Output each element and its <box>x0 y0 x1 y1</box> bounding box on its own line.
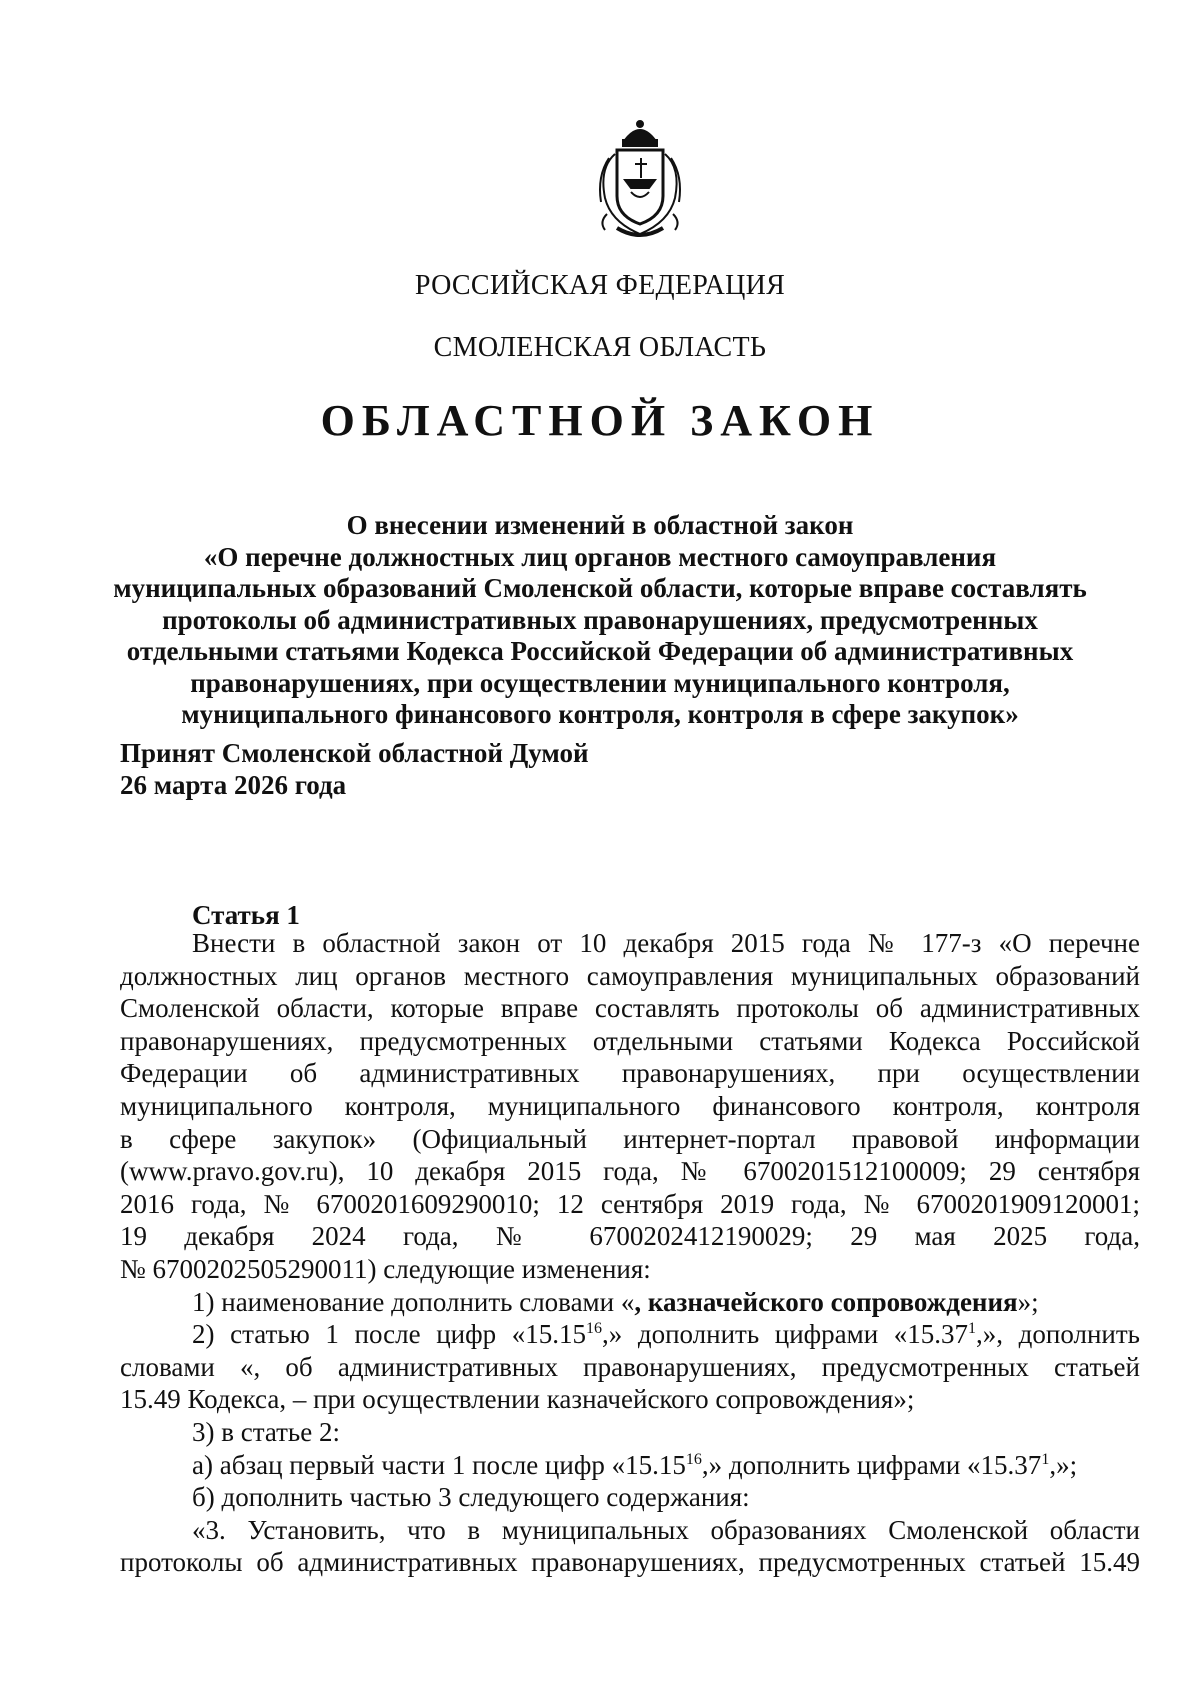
title-line: муниципального финансового контроля, контроля в сфере закупок» <box>181 699 1019 729</box>
body-line: Внести в областной закон от 10 декабря 2015 года № 177-з «О перечне <box>192 928 1140 958</box>
amendment-item-2: 2) статью 1 после цифр «15.15$^{16}$,» дополнить цифрами «15.37$^1$,», дополнить <box>192 1319 1140 1350</box>
body-line: Федерации об административных правонарушениях, при осуществлении <box>120 1058 1140 1089</box>
law-title <box>110 510 1090 731</box>
region-heading: СМОЛЕНСКАЯ ОБЛАСТЬ <box>433 332 767 363</box>
adoption-date: 26 марта 2026 года <box>120 770 347 800</box>
body-line: в сфере закупок» (Официальный интернет-портал правовой информации <box>120 1123 1140 1154</box>
quoted-text-line: «3. Установить, что в муниципальных образованиях Смоленской области <box>192 1514 1140 1545</box>
title-line: муниципальных образований Смоленской области, которые вправе составлять <box>113 573 1087 603</box>
federation-heading: РОССИЙСКАЯ ФЕДЕРАЦИЯ <box>414 270 786 301</box>
article-heading: Статья 1 <box>192 900 300 930</box>
body-line: муниципального контроля, муниципального финансового контроля, контроля <box>120 1090 1140 1121</box>
document-type-heading: ОБЛАСТНОЙ ЗАКОН <box>320 396 880 445</box>
title-line: отдельными статьями Кодекса Российской Федерации об административных <box>126 636 1074 666</box>
body-line: (www.pravo.gov.ru), 10 декабря 2015 года, № 6700201512100009; 29 сентября <box>120 1156 1140 1187</box>
title-line: «О перечне должностных лиц органов местного самоуправления <box>203 541 997 572</box>
quoted-text-line: протоколы об административных правонарушениях, предусмотренных статьей 15.49 <box>120 1547 1140 1578</box>
title-line: правонарушениях, при осуществлении муниципального контроля, <box>190 667 1010 698</box>
adoption-note: Принят Смоленской областной Думой <box>120 738 589 768</box>
amendment-item-3a: а) абзац первый части 1 после цифр «15.15$^{16}$,» дополнить цифрами «15.37$^1$,»; <box>192 1449 1078 1480</box>
title-line: О внесении изменений в областной закон <box>346 510 854 540</box>
title-line: протоколы об административных правонарушениях, предусмотренных <box>162 604 1038 635</box>
body-line: 19 декабря 2024 года, № 6700202412190029; 29 мая 2025 года, <box>120 1221 1140 1252</box>
body-line: 2016 года, № 6700201609290010; 12 сентября 2019 года, № 6700201909120001; <box>120 1188 1140 1219</box>
amendment-item-3: 3) в статье 2: <box>192 1416 340 1447</box>
body-line: правонарушениях, предусмотренных отдельными статьями Кодекса Российской <box>120 1025 1140 1056</box>
amendment-item-1: 1) наименование дополнить словами «, казначейского сопровождения»; <box>192 1286 1039 1317</box>
body-line: должностных лиц органов местного самоуправления муниципальных образований <box>120 960 1140 991</box>
body-line: 15.49 Кодекса, – при осуществлении казначейского сопровождения»; <box>120 1384 915 1415</box>
body-line: № 6700202505290011) следующие изменения: <box>120 1253 651 1284</box>
body-line: Смоленской области, которые вправе составлять протоколы об административных <box>120 993 1140 1024</box>
smolensk-coat-of-arms-icon <box>585 118 695 248</box>
article-body <box>120 927 1140 1579</box>
body-line: словами «, об административных правонарушениях, предусмотренных статьей <box>120 1351 1140 1382</box>
amendment-item-3b: б) дополнить частью 3 следующего содержания: <box>192 1482 750 1513</box>
